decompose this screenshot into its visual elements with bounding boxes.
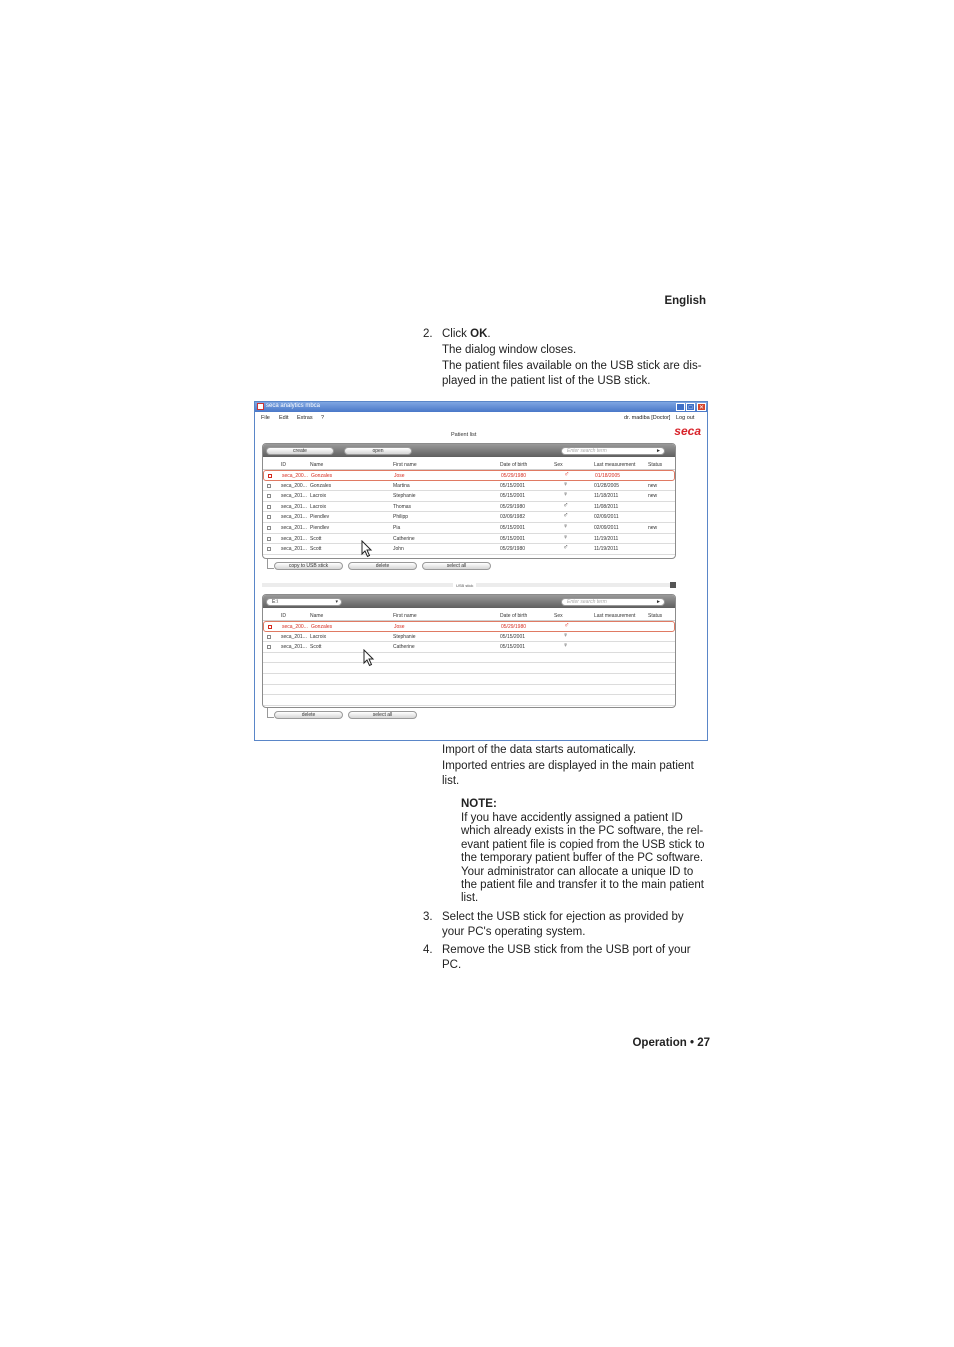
cell-dob: 03/09/1982 [500, 514, 526, 521]
step-2-text: played in the patient list of the USB stick. [442, 375, 651, 387]
cell-dob: 05/29/1980 [500, 546, 526, 553]
cell-name: Gonzales [311, 473, 333, 479]
row-checkbox[interactable] [267, 526, 271, 530]
table-row[interactable] [263, 491, 675, 502]
col-name[interactable]: Name [310, 462, 324, 468]
cell-status: new [648, 482, 658, 489]
col-name[interactable]: Name [310, 613, 324, 619]
drive-value: E:\ [272, 599, 279, 605]
cell-name: Scott [310, 644, 322, 651]
row-checkbox[interactable] [267, 645, 271, 649]
cell-id: seca_200... [282, 624, 308, 630]
title-bar [255, 402, 707, 412]
mouse-cursor-icon [363, 649, 375, 667]
drive-select[interactable] [266, 598, 342, 606]
cell-id: seca_201... [281, 493, 307, 500]
cell-dob: 05/15/2001 [500, 493, 526, 500]
cell-first: Jose [394, 624, 405, 630]
cell-name: Piendlev [310, 525, 330, 531]
app-window [254, 401, 708, 741]
cell-dob: 05/15/2001 [500, 633, 526, 640]
maximize-icon[interactable]: □ [686, 403, 695, 411]
cell-name: Piendlev [310, 514, 330, 521]
sex-icon: ♀ [563, 642, 569, 650]
menu-bar [255, 413, 707, 423]
panel-toolbar [263, 444, 675, 457]
cell-id: seca_201... [281, 503, 307, 510]
table-header [263, 460, 675, 470]
table-row[interactable] [263, 632, 675, 643]
note-line: the temporary patient buffer of the PC software. [461, 852, 704, 865]
note-line: which already exists in the PC software, the rel- [461, 825, 704, 838]
cell-name: Scott [310, 535, 322, 542]
patient-list-panel [262, 443, 676, 559]
seca-logo: seca [674, 424, 701, 438]
step-number: 4. [423, 944, 433, 956]
step-2-text: The patient files available on the USB stick are dis- [442, 360, 702, 372]
cell-first: Stephanie [393, 493, 416, 500]
ok-label: OK [470, 328, 488, 340]
cell-id: seca_201... [281, 633, 307, 640]
cell-dob: 05/15/2001 [500, 525, 526, 531]
cell-name: Gonzales [311, 624, 333, 630]
note-line: the patient file and transfer it to the main patient [461, 879, 704, 892]
cell-last: 11/08/2011 [594, 503, 619, 510]
search-arrow-icon[interactable]: ► [656, 599, 661, 605]
copy-to-usb-button[interactable]: copy to USB stick [274, 562, 343, 570]
search-arrow-icon[interactable]: ► [656, 448, 661, 454]
cell-last: 01/18/2005 [595, 473, 621, 479]
col-id[interactable]: ID [281, 613, 286, 619]
import-text: Import of the data starts automatically. [442, 744, 637, 756]
cell-id: seca_201... [281, 644, 307, 651]
cell-last: 02/09/2011 [594, 514, 619, 521]
row-checkbox[interactable] [267, 537, 271, 541]
sex-icon: ♀ [563, 491, 569, 499]
col-sex[interactable]: Sex [554, 613, 563, 619]
cell-first: Philipp [393, 514, 409, 521]
cell-last: 02/09/2011 [594, 525, 619, 531]
select-all-button[interactable]: select all [422, 562, 491, 570]
delete-button[interactable]: delete [348, 562, 417, 570]
cell-first: Jose [394, 473, 405, 479]
empty-row [263, 653, 675, 664]
action-bracket [267, 559, 274, 569]
cell-id: seca_201... [281, 546, 307, 553]
cell-first: Martina [393, 482, 410, 489]
cell-last: 11/18/2011 [594, 493, 619, 500]
step-3-text: Select the USB stick for ejection as provided by [442, 911, 684, 923]
cell-first: Stephanie [393, 633, 416, 640]
row-checkbox[interactable] [267, 494, 271, 498]
sex-icon: ♂ [564, 471, 570, 478]
row-checkbox[interactable] [267, 515, 271, 519]
table-row[interactable] [263, 544, 675, 555]
usb-search-input[interactable] [561, 598, 665, 606]
cell-dob: 05/15/2001 [500, 535, 526, 542]
search-placeholder: Enter search term [567, 448, 607, 454]
page-footer: Operation • 27 [632, 1037, 710, 1049]
action-bracket [267, 708, 274, 718]
cell-name: Lacroix [310, 503, 327, 510]
window-title: seca analytics mbca [266, 403, 321, 409]
table-row[interactable] [263, 534, 675, 545]
col-status[interactable]: Status [648, 613, 663, 619]
step-number: 2. [423, 328, 433, 340]
cell-status: new [648, 493, 658, 500]
import-text: list. [442, 775, 460, 787]
cell-id: seca_201... [281, 535, 307, 542]
sex-icon: ♀ [563, 480, 569, 488]
note-line: If you have accidently assigned a patient ID [461, 812, 683, 824]
cell-name: Lacroix [310, 493, 327, 500]
table-row[interactable] [263, 481, 675, 492]
row-checkbox[interactable] [267, 484, 271, 488]
patient-list-title: Patient list [451, 432, 477, 438]
sex-icon: ♀ [563, 533, 569, 541]
usb-delete-button[interactable]: delete [274, 711, 343, 719]
sex-icon: ♂ [563, 501, 569, 509]
cell-id: seca_201... [281, 514, 307, 521]
cell-first: Pia [393, 525, 401, 531]
sex-icon: ♂ [563, 544, 569, 552]
app-icon [257, 403, 264, 410]
table-row[interactable] [263, 642, 675, 653]
cell-id: seca_201... [281, 525, 307, 531]
row-checkbox[interactable] [267, 505, 271, 509]
menu-help[interactable]: ? [321, 415, 325, 421]
cell-last: 11/19/2011 [594, 535, 619, 542]
create-button[interactable]: create [266, 447, 334, 455]
cell-dob: 05/29/1980 [501, 624, 527, 630]
empty-row [263, 685, 675, 696]
col-first-name[interactable]: First name [393, 613, 417, 619]
note-title: NOTE: [461, 798, 497, 810]
empty-row [263, 674, 675, 685]
cell-dob: 05/15/2001 [500, 482, 526, 489]
cell-name: Lacroix [310, 633, 327, 640]
step-2-instruction: Click OK. [442, 328, 491, 340]
empty-row [263, 663, 675, 674]
col-sex[interactable]: Sex [554, 462, 563, 468]
chevron-down-icon[interactable]: ▾ [335, 599, 338, 605]
logout-link[interactable]: Log out [676, 415, 695, 421]
minimize-icon[interactable]: _ [676, 403, 685, 411]
step-2-result: The dialog window closes. [442, 344, 577, 356]
table-row[interactable] [263, 621, 675, 632]
cell-last: 11/19/2011 [594, 546, 619, 553]
note-line: list. [461, 892, 479, 905]
empty-row [263, 695, 675, 706]
col-last-measurement[interactable]: Last measurement [594, 613, 636, 619]
sex-icon: ♀ [563, 631, 569, 639]
step-number: 3. [423, 911, 433, 923]
col-dob[interactable]: Date of birth [500, 462, 528, 468]
cell-first: John [393, 546, 404, 553]
open-button[interactable]: open [344, 447, 412, 455]
cell-first: Thomas [393, 503, 412, 510]
usb-table-header [263, 611, 675, 621]
menu-extras[interactable]: Extras [297, 415, 313, 421]
search-input[interactable] [561, 447, 665, 455]
note-line: evant patient file is copied from the USB stick to [461, 838, 705, 851]
row-checkbox[interactable] [267, 635, 271, 639]
sex-icon: ♀ [563, 523, 569, 530]
search-placeholder: Enter search term [567, 599, 607, 605]
col-last-measurement[interactable]: Last measurement [594, 462, 636, 468]
sex-icon: ♂ [564, 622, 570, 629]
cell-dob: 05/29/1980 [501, 473, 527, 479]
row-checkbox[interactable] [268, 474, 272, 478]
cell-last: 01/28/2005 [594, 482, 620, 489]
cell-id: seca_200... [281, 482, 307, 489]
step-4-text: Remove the USB stick from the USB port of your [442, 944, 691, 956]
col-first-name[interactable]: First name [393, 462, 417, 468]
collapse-icon[interactable] [670, 582, 676, 588]
step-4-text: PC. [442, 959, 462, 971]
mouse-cursor-icon [361, 540, 373, 558]
col-dob[interactable]: Date of birth [500, 613, 528, 619]
cell-name: Gonzales [310, 482, 332, 489]
sex-icon: ♂ [563, 512, 569, 520]
menu-file[interactable]: File [261, 415, 270, 421]
table-row[interactable] [263, 502, 675, 513]
cell-first: Catherine [393, 535, 415, 542]
step-3-text: your PC's operating system. [442, 926, 586, 938]
row-checkbox[interactable] [267, 547, 271, 551]
language-label: English [664, 295, 706, 307]
note-body [461, 812, 705, 906]
table-row[interactable] [263, 523, 675, 534]
usb-select-all-button[interactable]: select all [348, 711, 417, 719]
menu-edit[interactable]: Edit [279, 415, 289, 421]
table-row[interactable] [263, 512, 675, 523]
cell-id: seca_200... [282, 473, 308, 479]
usb-panel-toolbar [263, 595, 675, 608]
close-icon[interactable]: ✕ [698, 405, 705, 411]
cell-name: Scott [310, 546, 322, 553]
col-status[interactable]: Status [648, 462, 663, 468]
usb-stick-label: USB stick [453, 583, 476, 588]
cell-dob: 05/29/1980 [500, 503, 526, 510]
usb-patient-panel [262, 594, 676, 708]
user-label: dr. madiba [Doctor] [624, 415, 671, 421]
cell-first: Catherine [393, 644, 415, 651]
table-row[interactable] [263, 470, 675, 481]
note-line: Your administrator can allocate a unique ID to [461, 865, 694, 878]
row-checkbox[interactable] [268, 625, 272, 629]
col-id[interactable]: ID [281, 462, 286, 468]
cell-status: new [648, 525, 658, 531]
cell-dob: 05/15/2001 [500, 644, 526, 651]
import-text: Imported entries are displayed in the main patient [442, 760, 694, 772]
